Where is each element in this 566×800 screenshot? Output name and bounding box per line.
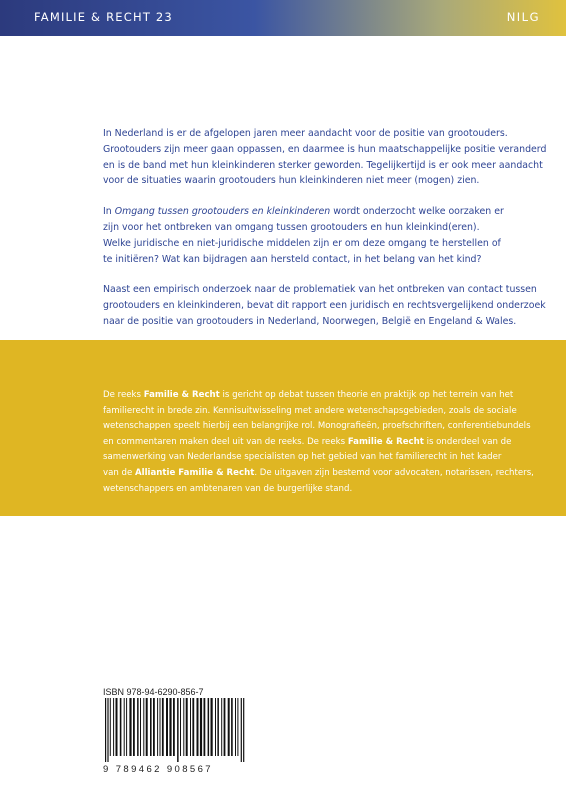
text-fragment: wordt onderzocht welke oorzaken er xyxy=(330,206,504,218)
blurb-paragraph-1 xyxy=(103,126,547,189)
text-fragment: De reeks xyxy=(103,390,144,400)
back-cover-blurb xyxy=(103,126,547,345)
text-line: en is de band met hun kleinkinderen sterker geworden. Tegelijkertijd is er ook meer aandacht xyxy=(103,159,543,171)
isbn-label: ISBN 978-94-6290-856-7 xyxy=(103,687,204,697)
text-fragment: is onderdeel van de xyxy=(423,436,512,447)
text-line: voor de situaties waarin grootouders hun kleinkinderen niet meer (mogen) zien. xyxy=(103,175,480,187)
text-fragment: . De uitgaven zijn bestemd voor advocaten, notarissen, rechters, xyxy=(254,467,534,478)
series-name: Familie & Recht xyxy=(143,390,220,400)
series-description xyxy=(103,388,534,497)
text-line xyxy=(103,435,523,451)
publisher-name: NILG xyxy=(506,10,540,24)
text-line xyxy=(103,466,534,482)
barcode-digits: 9 789462 908567 xyxy=(103,764,213,775)
text-fragment: van de xyxy=(103,467,136,478)
text-line: wetenschappen speelt hierbij een belangrijke rol. Monografieën, proefschriften, conferentiebundels xyxy=(103,421,531,432)
series-title: FAMILIE & RECHT 23 xyxy=(34,10,173,24)
text-line: In Nederland is er de afgelopen jaren meer aandacht voor de positie van grootouders. xyxy=(103,128,508,139)
text-line: te initiëren? Wat kan bijdragen aan hersteld contact, in het belang van het kind? xyxy=(103,253,482,265)
barcode xyxy=(103,698,261,762)
text-line: naar de positie van grootouders in Nederland, Noorwegen, België en Engeland & Wales. xyxy=(103,315,517,327)
text-line: samenwerking van Nederlandse specialisten op het gebied van het familierecht in het kader xyxy=(103,452,502,463)
blurb-paragraph-3 xyxy=(103,282,546,329)
text-line: zijn voor het ontbreken van omgang tussen grootouders en hun kleinkind(eren). xyxy=(103,221,480,233)
text-fragment: is gericht op debat tussen theorie en praktijk op het terrein van het xyxy=(219,390,514,400)
text-line: Grootouders zijn meer gaan oppassen, en daarmee is hun maatschappelijke positie veranderd xyxy=(103,143,547,155)
text-line xyxy=(103,388,523,404)
book-title: Omgang tussen grootouders en kleinkinderen xyxy=(114,206,331,218)
text-line: Naast een empirisch onderzoek naar de problematiek van het ontbreken van contact tussen xyxy=(103,284,537,296)
text-line: wetenschappers en ambtenaren van de burgerlijke stand. xyxy=(103,483,353,494)
text-fragment: en commentaren maken deel uit van de reeks. De reeks xyxy=(103,436,348,447)
text-fragment: In xyxy=(103,206,115,218)
alliance-name: Alliantie Familie & Recht xyxy=(135,467,255,478)
series-name: Familie & Recht xyxy=(347,436,424,447)
text-line: grootouders en kleinkinderen, bevat dit rapport een juridisch en rechtsvergelijkend onderzoek xyxy=(103,300,546,312)
text-line: familierecht in brede zin. Kennisuitwisseling met andere wetenschapsgebieden, zoals de sociale xyxy=(103,405,517,416)
text-line xyxy=(103,204,523,220)
blurb-paragraph-2 xyxy=(103,204,523,267)
text-line: Welke juridische en niet-juridische middelen zijn er om deze omgang te herstellen of xyxy=(103,237,501,249)
header-bar xyxy=(0,0,566,36)
